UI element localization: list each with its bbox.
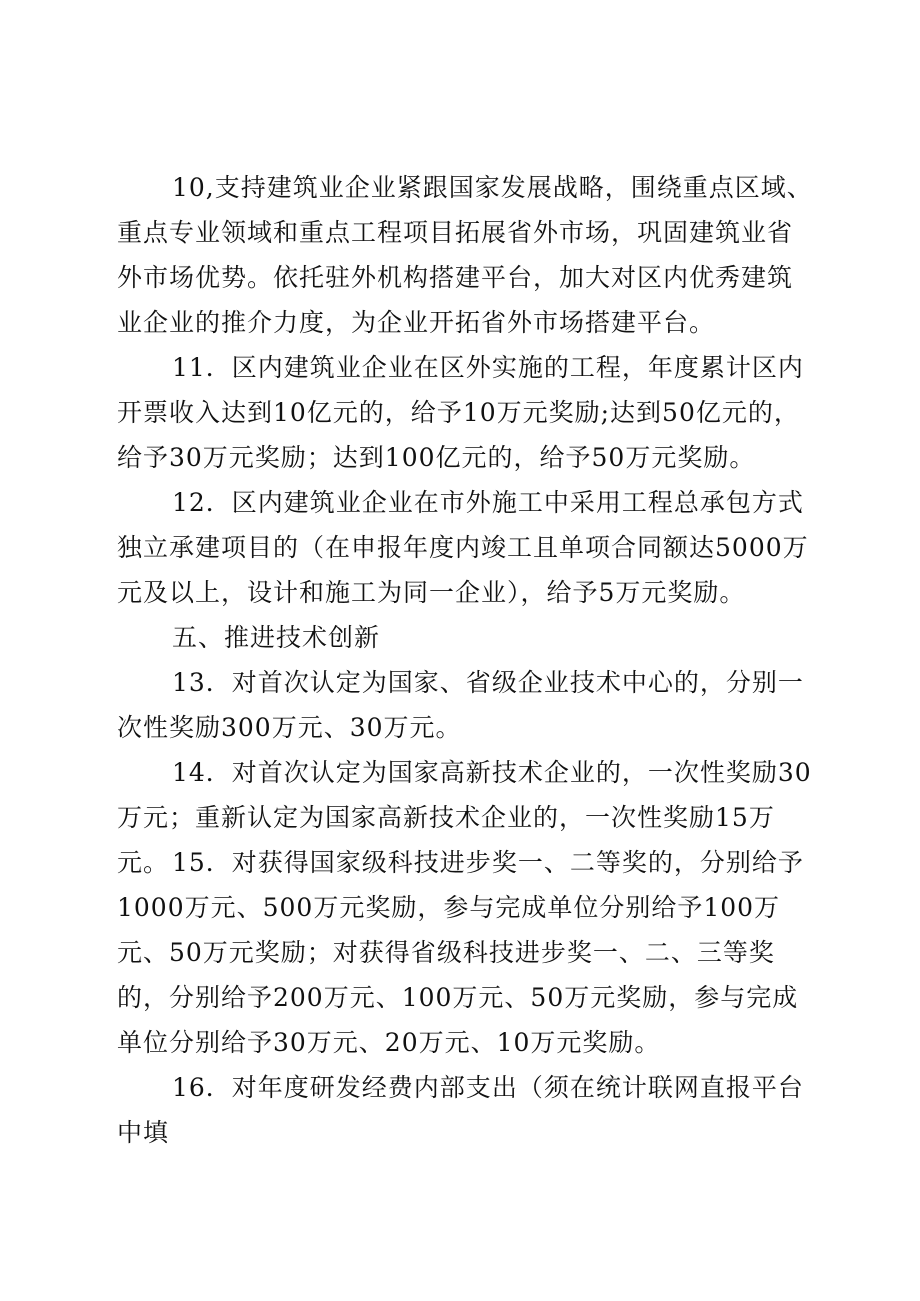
paragraph-14: 14．对首次认定为国家高新技术企业的，一次性奖励30万元；重新认定为国家高新技术企业的，一次性奖励15万元。 <box>117 758 812 877</box>
section-heading-5: 五、推进技术创新 <box>172 623 381 652</box>
paragraph-11: 11．区内建筑业企业在区外实施的工程，年度累计区内开票收入达到10亿元的，给予10万元奖励;达到50亿元的，给予30万元奖励；达到100亿元的，给予50万元奖励。 <box>117 353 804 472</box>
paragraph-13: 13．对首次认定为国家、省级企业技术中心的，分别一次性奖励300万元、30万元。 <box>117 668 804 742</box>
paragraph-10: 10,支持建筑业企业紧跟国家发展战略，围绕重点区域、重点专业领域和重点工程项目拓展省外市场，巩固建筑业省外市场优势。依托驻外机构搭建平台，加大对区内优秀建筑业企业的推介力度，为企业开拓省外市场搭建平台。 <box>117 173 813 337</box>
paragraph-12: 12．区内建筑业企业在市外施工中采用工程总承包方式独立承建项目的（在申报年度内竣工且单项合同额达5000万元及以上，设计和施工为同一企业），给予5万元奖励。 <box>117 488 809 607</box>
paragraph-15: 15．对获得国家级科技进步奖一、二等奖的，分别给予1000万元、500万元奖励，参与完成单位分别给予100万元、50万元奖励；对获得省级科技进步奖一、二、三等奖的，分别给予200万元、100万元、50万元奖励，参与完成单位分别给予30万元、20万元、10万元奖励。 <box>117 848 804 1057</box>
paragraph-16: 16．对年度研发经费内部支出（须在统计联网直报平台中填 <box>117 1073 804 1147</box>
